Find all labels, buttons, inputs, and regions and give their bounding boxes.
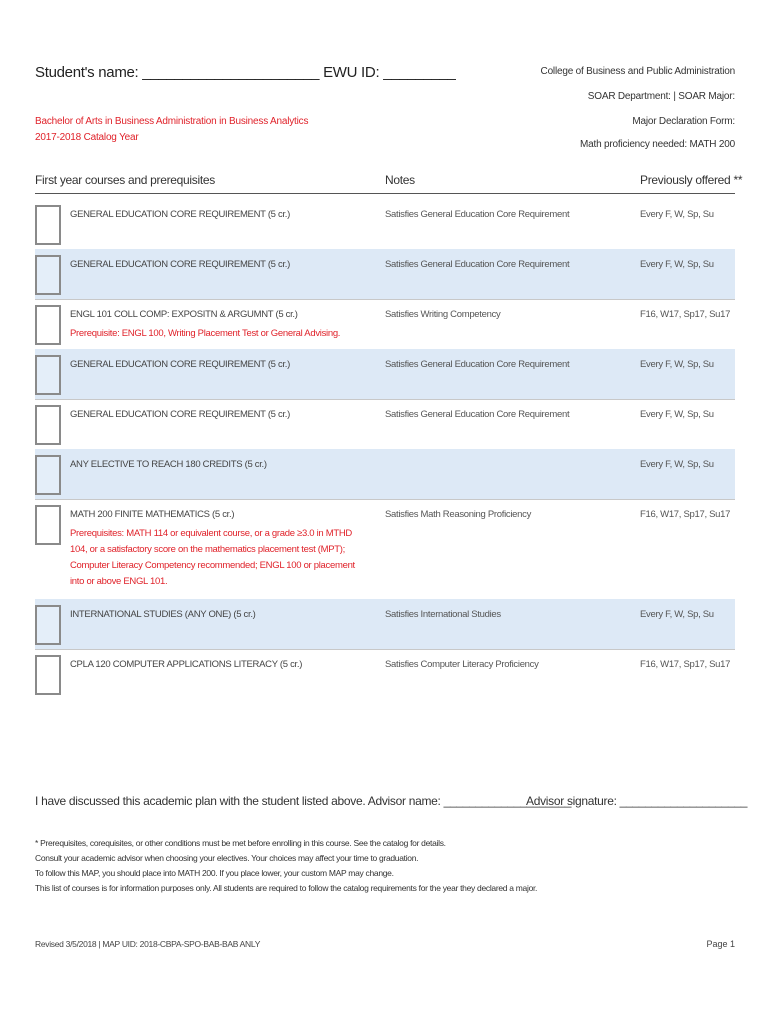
footnote: Consult your academic advisor when choosing your electives. Your choices may affect your time to graduation. bbox=[35, 853, 419, 863]
course-note: Satisfies General Education Core Requirement bbox=[385, 409, 570, 420]
course-title: MATH 200 FINITE MATHEMATICS (5 cr.) bbox=[70, 509, 235, 520]
page-number: Page 1 bbox=[706, 939, 735, 949]
footnote: To follow this MAP, you should place into MATH 200. If you place lower, your custom MAP may change. bbox=[35, 868, 394, 878]
course-row bbox=[35, 299, 735, 349]
footnote: This list of courses is for information purposes only. All students are required to follow the catalog requirements for the year they declared a major. bbox=[35, 883, 538, 893]
course-row bbox=[35, 349, 735, 399]
course-offered: Every F, W, Sp, Su bbox=[640, 409, 714, 420]
course-note: Satisfies Math Reasoning Proficiency bbox=[385, 509, 532, 520]
course-checkbox[interactable] bbox=[35, 355, 61, 395]
course-checkbox[interactable] bbox=[35, 455, 61, 495]
student-name-ewu-id-line: Student's name: ______________________ EWU ID: _________ bbox=[35, 64, 456, 81]
course-title: INTERNATIONAL STUDIES (ANY ONE) (5 cr.) bbox=[70, 609, 256, 620]
course-offered: Every F, W, Sp, Su bbox=[640, 209, 714, 220]
course-checkbox[interactable] bbox=[35, 305, 61, 345]
course-offered: F16, W17, Sp17, Su17 bbox=[640, 509, 731, 520]
header-divider bbox=[35, 193, 735, 194]
course-note: Satisfies International Studies bbox=[385, 609, 501, 620]
course-note: Satisfies Writing Competency bbox=[385, 309, 501, 320]
course-checkbox[interactable] bbox=[35, 205, 61, 245]
course-title: ANY ELECTIVE TO REACH 180 CREDITS (5 cr.) bbox=[70, 459, 267, 470]
column-offered-heading: Previously offered ** bbox=[640, 173, 743, 187]
course-note: Satisfies General Education Core Requirement bbox=[385, 209, 570, 220]
program-title: Bachelor of Arts in Business Administration in Business Analytics bbox=[35, 116, 309, 127]
course-prerequisite: Prerequisites: MATH 114 or equivalent course, or a grade ≥3.0 in MTHD 104, or a satisfactory score on the mathematics placement test (MPT); Computer Literacy Competency recommended; ENGL 100 or placement into or above ENGL 101. bbox=[70, 528, 355, 587]
course-checkbox[interactable] bbox=[35, 255, 61, 295]
course-offered: F16, W17, Sp17, Su17 bbox=[640, 309, 731, 320]
course-row bbox=[35, 599, 735, 649]
course-offered: Every F, W, Sp, Su bbox=[640, 359, 714, 370]
course-row bbox=[35, 249, 735, 299]
advisor-statement: I have discussed this academic plan with the student listed above. Advisor name: ____________________ bbox=[35, 794, 572, 808]
course-row bbox=[35, 449, 735, 499]
major-declaration-form: Major Declaration Form: bbox=[632, 116, 735, 127]
course-note: Satisfies Computer Literacy Proficiency bbox=[385, 659, 539, 670]
course-offered: Every F, W, Sp, Su bbox=[640, 459, 714, 470]
college-name: College of Business and Public Administration bbox=[540, 66, 735, 77]
course-note: Satisfies General Education Core Requirement bbox=[385, 259, 570, 270]
course-note: Satisfies General Education Core Requirement bbox=[385, 359, 570, 370]
course-checkbox[interactable] bbox=[35, 505, 61, 545]
footnote: * Prerequisites, corequisites, or other conditions must be met before enrolling in this course. See the catalog for details. bbox=[35, 838, 446, 848]
catalog-year: 2017-2018 Catalog Year bbox=[35, 132, 139, 143]
course-title: GENERAL EDUCATION CORE REQUIREMENT (5 cr.) bbox=[70, 259, 291, 270]
course-row bbox=[35, 199, 735, 249]
course-checkbox[interactable] bbox=[35, 405, 61, 445]
course-offered: Every F, W, Sp, Su bbox=[640, 259, 714, 270]
course-row bbox=[35, 499, 735, 599]
course-offered: Every F, W, Sp, Su bbox=[640, 609, 714, 620]
course-title: CPLA 120 COMPUTER APPLICATIONS LITERACY (5 cr.) bbox=[70, 659, 303, 670]
course-title: GENERAL EDUCATION CORE REQUIREMENT (5 cr.) bbox=[70, 209, 291, 220]
course-row bbox=[35, 399, 735, 449]
course-checkbox[interactable] bbox=[35, 655, 61, 695]
advisor-signature: Advisor signature: ____________________ bbox=[526, 794, 748, 808]
course-title: GENERAL EDUCATION CORE REQUIREMENT (5 cr.) bbox=[70, 409, 291, 420]
soar-department-major: SOAR Department: | SOAR Major: bbox=[587, 91, 735, 102]
column-notes-heading: Notes bbox=[385, 173, 415, 187]
course-title: GENERAL EDUCATION CORE REQUIREMENT (5 cr.) bbox=[70, 359, 291, 370]
course-checkbox[interactable] bbox=[35, 605, 61, 645]
course-prerequisite: Prerequisite: ENGL 100, Writing Placement Test or General Advising. bbox=[70, 328, 341, 339]
revision-info: Revised 3/5/2018 | MAP UID: 2018-CBPA-SPO-BAB-BAB ANLY bbox=[35, 939, 261, 949]
course-offered: F16, W17, Sp17, Su17 bbox=[640, 659, 731, 670]
course-title: ENGL 101 COLL COMP: EXPOSITN & ARGUMNT (5 cr.) bbox=[70, 309, 298, 320]
course-row bbox=[35, 649, 735, 699]
column-courses-heading: First year courses and prerequisites bbox=[35, 173, 215, 187]
math-proficiency: Math proficiency needed: MATH 200 bbox=[580, 139, 735, 150]
